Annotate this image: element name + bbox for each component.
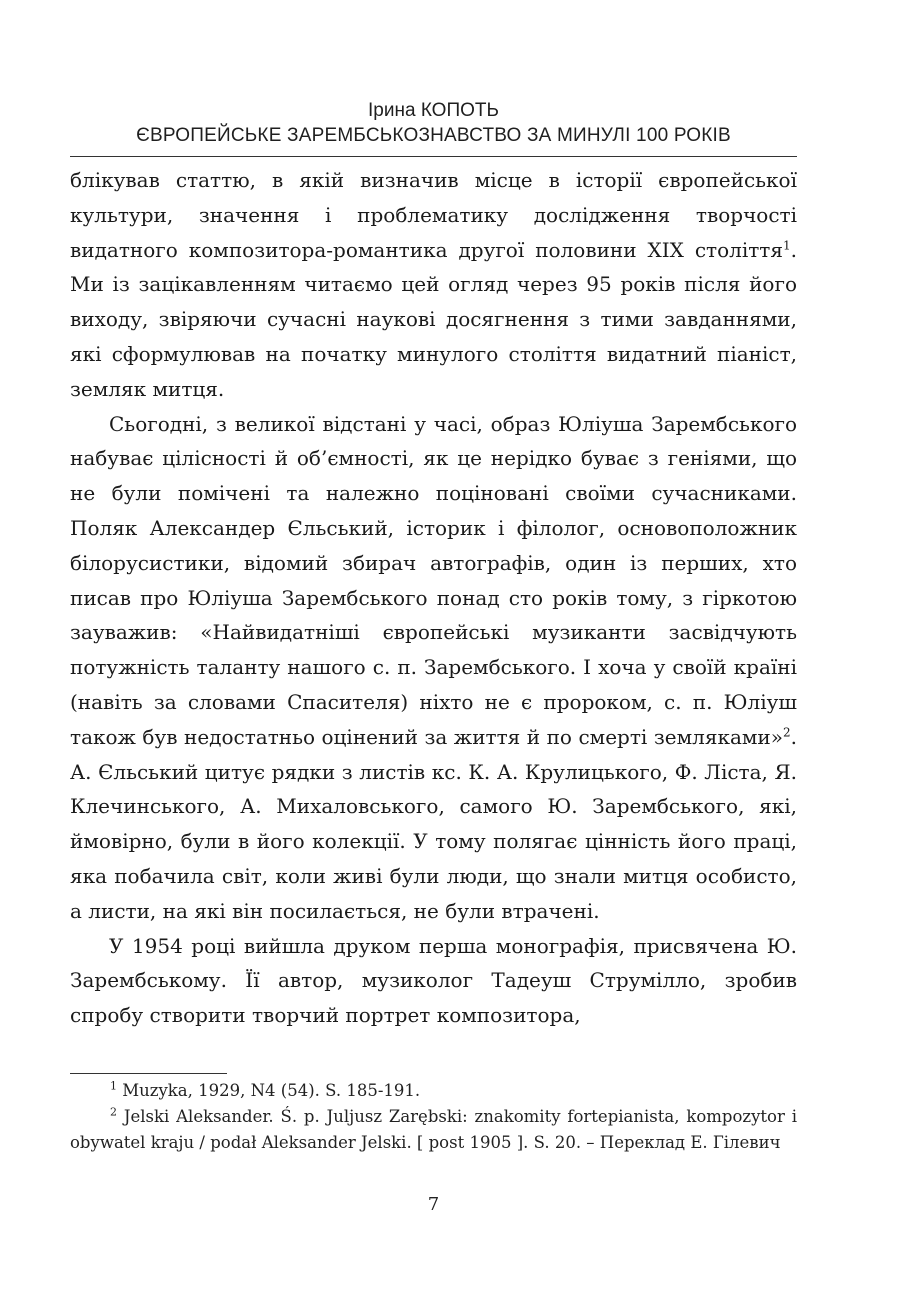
paragraph-3: У 1954 році вийшла друком перша монографія, присвячена Ю. Зарембському. Її автор, музиколог Тадеуш Струмілло, зробив спробу створити творчий портрет композитора, bbox=[70, 933, 797, 1028]
paragraph-2-text: Сьогодні, з великої відстані у часі, образ Юліуша Зарембського набуває цілісності й об’ємності, як це нерідко буває з геніями, що не були помічені та належно поціновані своїми сучасниками. Поляк Александер Єльський, історик і філолог, основоположник білорусистики, відомий збирач автографів, один із перших, хто писав про Юліуша Зарембського понад сто років тому, з гіркотою зауважив: «Найвидатніші європейські музиканти засвідчують потужність таланту нашого с. п. Зарембського. І хоча у своїй країні (навіть за словами Спасителя) ніхто не є пророком, с. п. Юліуш також був недостатньо оцінений за життя й по смерті земляками» bbox=[70, 411, 797, 749]
footnote-divider bbox=[70, 1073, 227, 1074]
footnote-2-text: Jelski Aleksander. Ś. p. Juljusz Zarębski: znakomity fortepianista, kompozytor i obywatel kraju / podał Aleksander Jelski. [ post 1905 ]. S. 20. – Переклад Е. Гілевич bbox=[70, 1107, 797, 1152]
paragraph-2 bbox=[70, 407, 797, 929]
footnote-2-number: 2 bbox=[110, 1105, 117, 1119]
header-divider bbox=[70, 156, 797, 157]
header-author: Ірина КОПОТЬ bbox=[368, 100, 499, 121]
footnote-1 bbox=[70, 1078, 797, 1104]
footnote-ref-2[interactable]: 2 bbox=[783, 725, 791, 740]
paragraph-1 bbox=[70, 163, 797, 407]
header-title: ЄВРОПЕЙСЬКЕ ЗАРЕМБСЬКОЗНАВСТВО ЗА МИНУЛІ 100 РОКІВ bbox=[136, 125, 731, 146]
footnote-ref-1[interactable]: 1 bbox=[783, 237, 791, 252]
paragraph-2-text-cont: . А. Єльський цитує рядки з листів кс. К. А. Крулицького, Ф. Ліста, Я. Клечинського, А. Михаловського, самого Ю. Зарембського, які, ймовірно, були в його колекції. У тому полягає цінність його праці, яка побачила світ, коли живі були люди, що знали митця особисто, а листи, на які він посилається, не були втрачені. bbox=[70, 724, 797, 923]
footnote-2 bbox=[70, 1104, 797, 1156]
footnote-1-text: Muzyka, 1929, N4 (54). S. 185-191. bbox=[117, 1081, 421, 1100]
running-header bbox=[70, 98, 797, 148]
footnote-1-number: 1 bbox=[110, 1079, 117, 1093]
paragraph-1-text-cont: . Ми із зацікавленням читаємо цей огляд через 95 років після його виходу, звіряючи сучасні наукові досягнення з тими завданнями, які сформулював на початку минулого століття видатний піаніст, земляк митця. bbox=[70, 237, 797, 401]
page-number: 7 bbox=[427, 1194, 440, 1215]
paragraph-1-text: блікував статтю, в якій визначив місце в історії європейської культури, значення і проблематику дослідження творчості видатного композитора-романтика другої половини XIX століття bbox=[70, 168, 797, 262]
main-text bbox=[70, 163, 797, 1033]
footnotes bbox=[70, 1078, 797, 1156]
